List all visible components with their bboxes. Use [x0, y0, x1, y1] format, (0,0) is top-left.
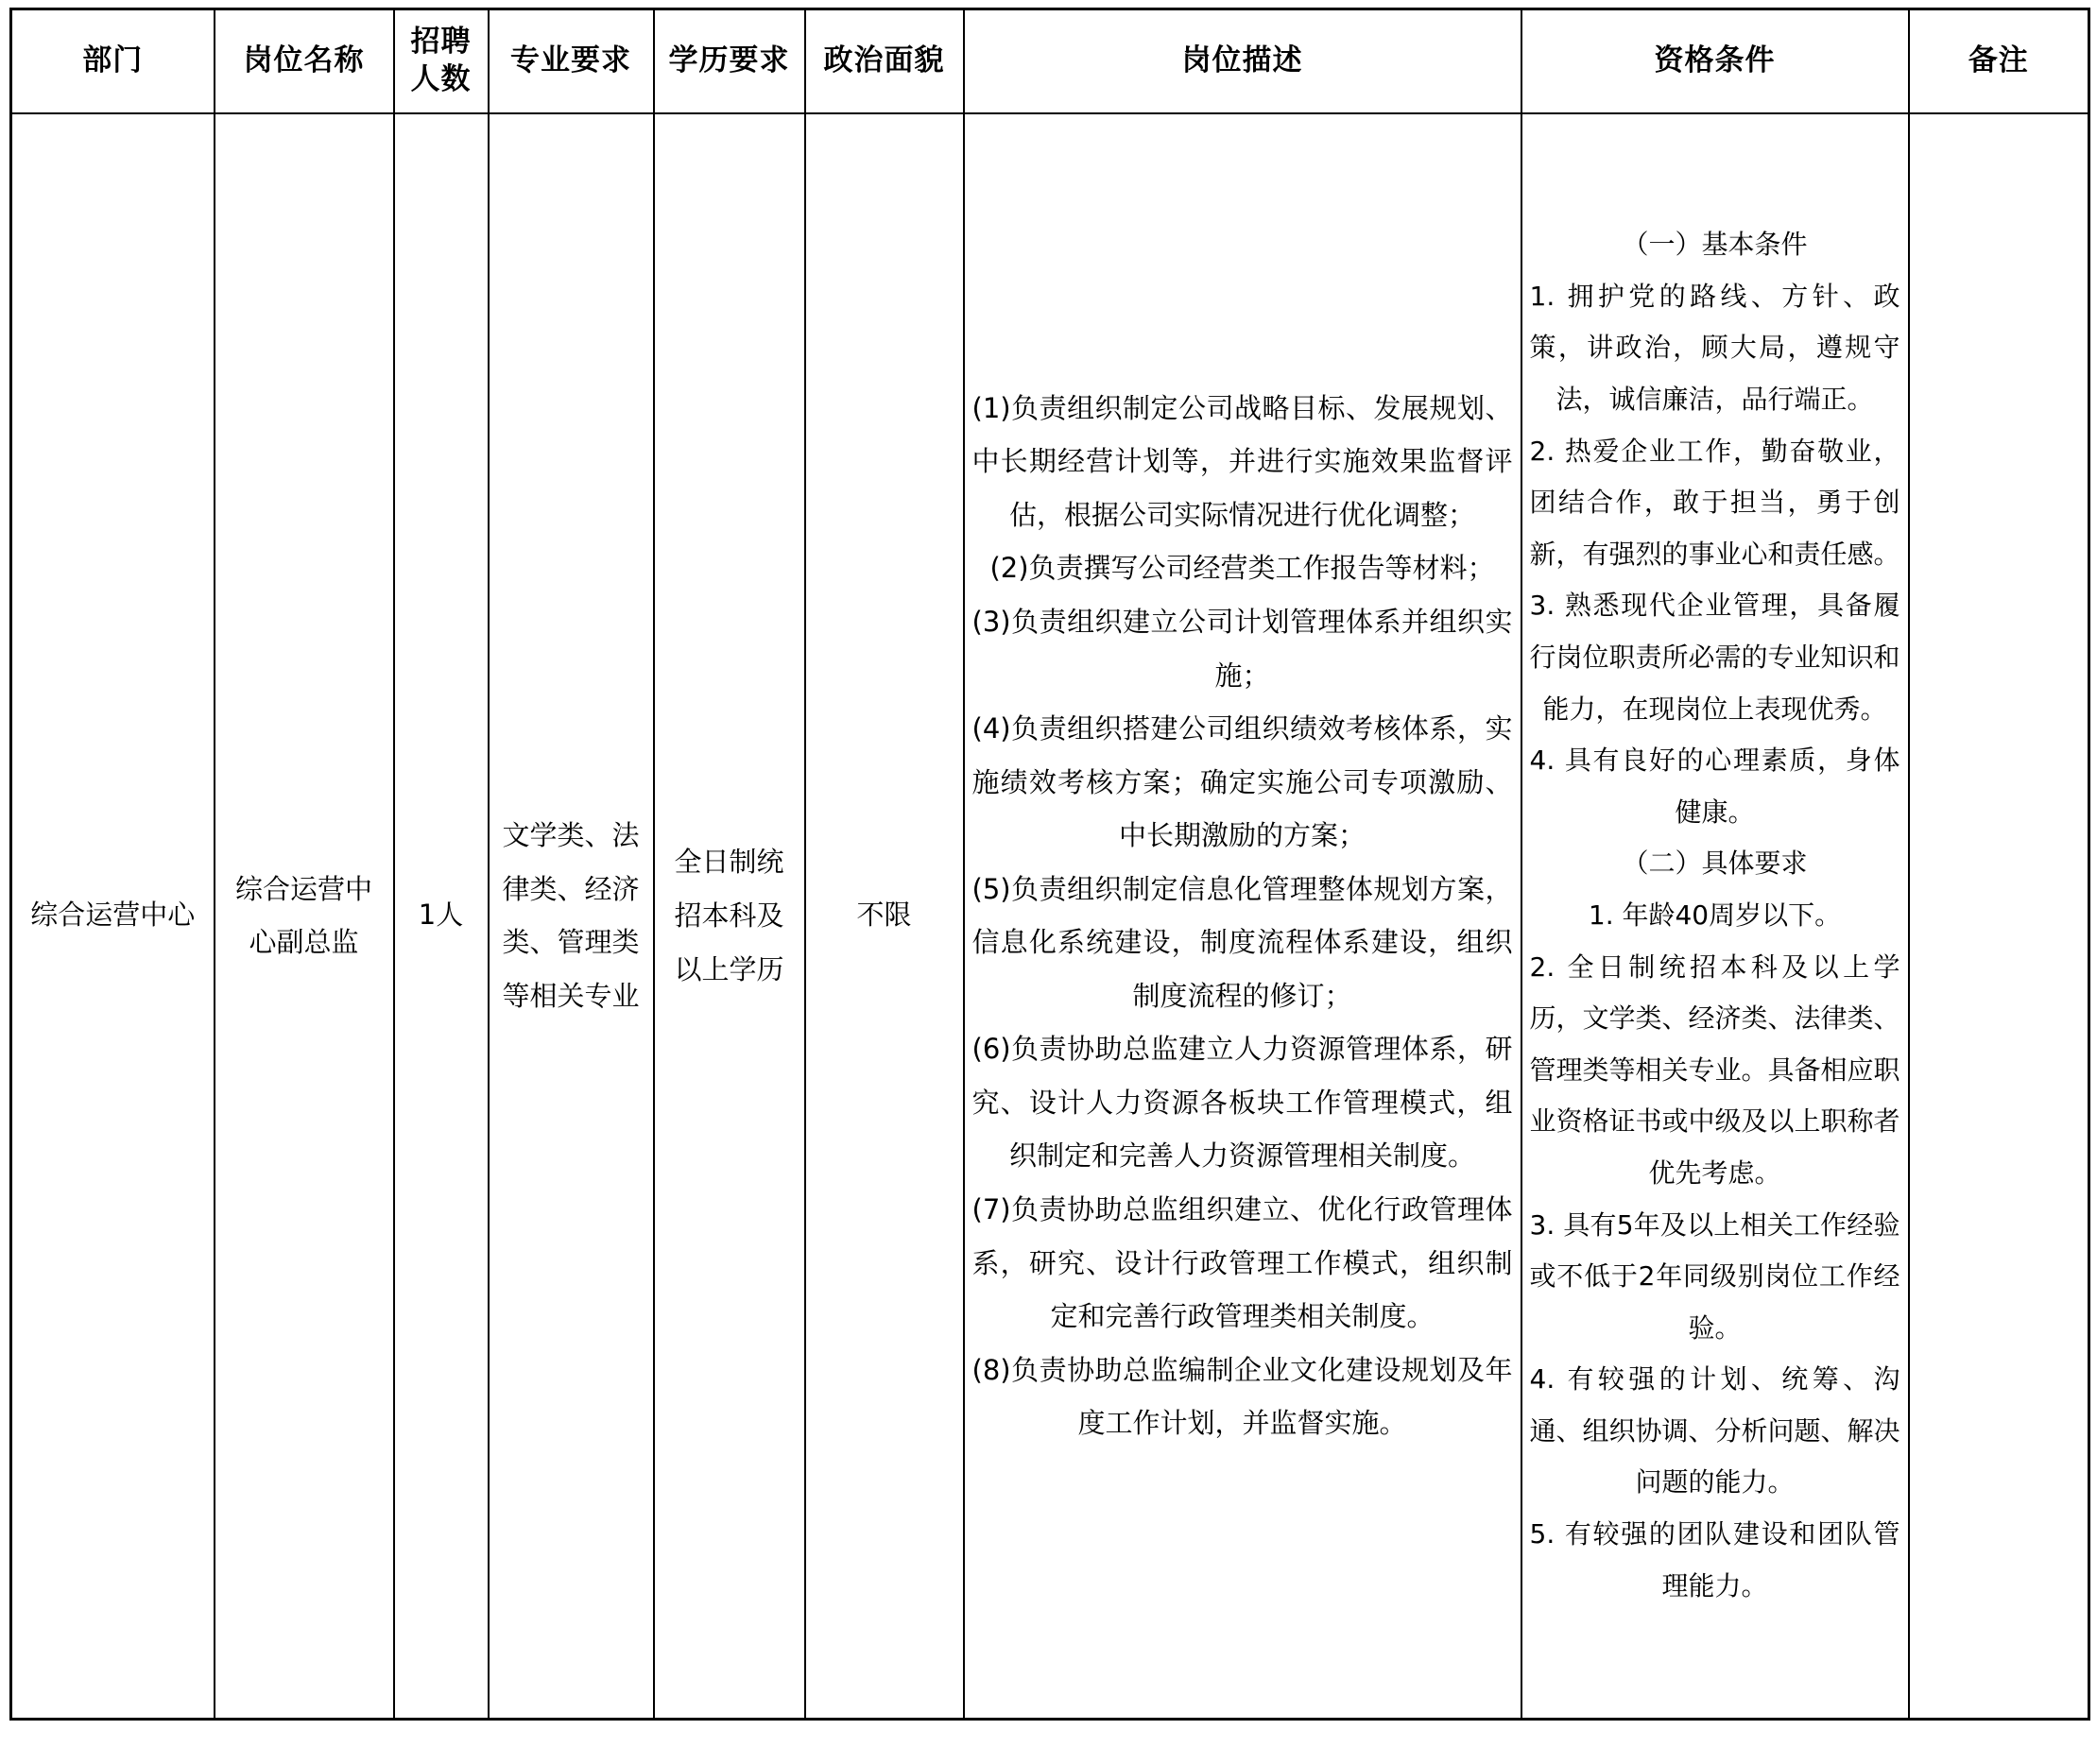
qualification-item: 4. 有较强的计划、统筹、沟通、组织协调、分析问题、解决问题的能力。 [1529, 1363, 1900, 1499]
header-line: 学历要求 [668, 43, 790, 77]
header-text-job-description [972, 43, 1513, 80]
job-description-item: (2)负责撰写公司经营类工作报告等材料； [989, 552, 1495, 585]
recruitment-table [9, 8, 2090, 1721]
column-header-qualification [1521, 9, 1909, 113]
header-line: 政治面貌 [823, 43, 945, 77]
qualification-item: 1. 年龄40周岁以下。 [1588, 899, 1842, 931]
header-line: 招聘 [410, 25, 472, 60]
column-header-remark [1909, 9, 2089, 113]
cell-education-requirement: 全日制统招本科及以上学历 [654, 113, 805, 1720]
header-line: 岗位描述 [1181, 43, 1303, 77]
job-description-item: (6)负责协助总监建立人力资源管理体系，研究、设计人力资源各板块工作管理模式，组织制定和完善人力资源管理相关制度。 [971, 1033, 1513, 1173]
job-description-item: (5)负责组织制定信息化管理整体规划方案，信息化系统建设，制度流程体系建设，组织制度流程的修订； [971, 872, 1513, 1012]
header-text-qualification [1530, 43, 1900, 80]
column-header-headcount [394, 9, 489, 113]
job-description-list [972, 382, 1513, 1450]
header-line: 备注 [1968, 43, 2029, 77]
job-description-item: (3)负责组织建立公司计划管理体系并组织实施； [971, 605, 1513, 692]
qualification-item: 3. 熟悉现代企业管理，具备履行岗位职责所必需的专业知识和能力，在现岗位上表现优秀。 [1529, 590, 1900, 725]
cell-position-name: 综合运营中心副总监 [215, 113, 394, 1720]
header-text-position-name [223, 43, 386, 80]
header-text-department [20, 43, 206, 80]
column-header-position-name [215, 9, 394, 113]
cell-qualification [1521, 113, 1909, 1720]
qualification-item: 2. 热爱企业工作，勤奋敬业，团结合作，敢于担当，勇于创新，有强烈的事业心和责任感。 [1529, 435, 1900, 570]
table-row [11, 113, 2089, 1720]
cell-political-status: 不限 [805, 113, 964, 1720]
cell-department: 综合运营中心 [11, 113, 215, 1720]
cell-job-description [964, 113, 1521, 1720]
header-text-remark [1917, 43, 2081, 80]
table-header [11, 9, 2089, 113]
header-line: 岗位名称 [243, 43, 365, 77]
cell-headcount: 1人 [394, 113, 489, 1720]
header-text-major-requirement [497, 43, 645, 80]
qualification-item: 1. 拥护党的路线、方针、政策，讲政治，顾大局，遵规守法，诚信廉洁，品行端正。 [1529, 280, 1900, 416]
table-body [11, 113, 2089, 1720]
job-description-item: (8)负责协助总监编制企业文化建设规划及年度工作计划，并监督实施。 [971, 1353, 1513, 1440]
job-description-item: (1)负责组织制定公司战略目标、发展规划、中长期经营计划等，并进行实施效果监督评估，根据公司实际情况进行优化调整； [971, 391, 1513, 531]
header-line: 资格条件 [1654, 43, 1776, 77]
qualification-item: 4. 具有良好的心理素质，身体健康。 [1529, 745, 1900, 828]
header-text-headcount [403, 24, 480, 98]
job-description-item: (7)负责协助总监组织建立、优化行政管理体系，研究、设计行政管理工作模式，组织制定和完善行政管理类相关制度。 [971, 1192, 1513, 1333]
job-description-item: (4)负责组织搭建公司组织绩效考核体系，实施绩效考核方案；确定实施公司专项激励、中长期激励的方案； [971, 712, 1513, 852]
header-text-political-status [814, 43, 955, 80]
cell-remark [1909, 113, 2089, 1720]
header-line: 人数 [410, 61, 472, 96]
header-text-education-requirement [662, 43, 797, 80]
qualification-heading: （一）基本条件 [1622, 229, 1808, 261]
column-header-political-status [805, 9, 964, 113]
header-row [11, 9, 2089, 113]
qualification-list [1530, 219, 1900, 1612]
column-header-department [11, 9, 215, 113]
column-header-job-description [964, 9, 1521, 113]
qualification-heading: （二）具体要求 [1622, 848, 1808, 880]
column-header-major-requirement [489, 9, 654, 113]
column-header-education-requirement [654, 9, 805, 113]
header-line: 专业要求 [510, 43, 631, 77]
qualification-item: 2. 全日制统招本科及以上学历，文学类、经济类、法律类、管理类等相关专业。具备相应职业资格证书或中级及以上职称者优先考虑。 [1529, 951, 1900, 1189]
cell-major-requirement: 文学类、法律类、经济类、管理类等相关专业 [489, 113, 654, 1720]
qualification-item: 3. 具有5年及以上相关工作经验或不低于2年同级别岗位工作经验。 [1529, 1208, 1900, 1344]
qualification-item: 5. 有较强的团队建设和团队管理能力。 [1529, 1518, 1900, 1601]
header-line: 部门 [82, 43, 144, 77]
